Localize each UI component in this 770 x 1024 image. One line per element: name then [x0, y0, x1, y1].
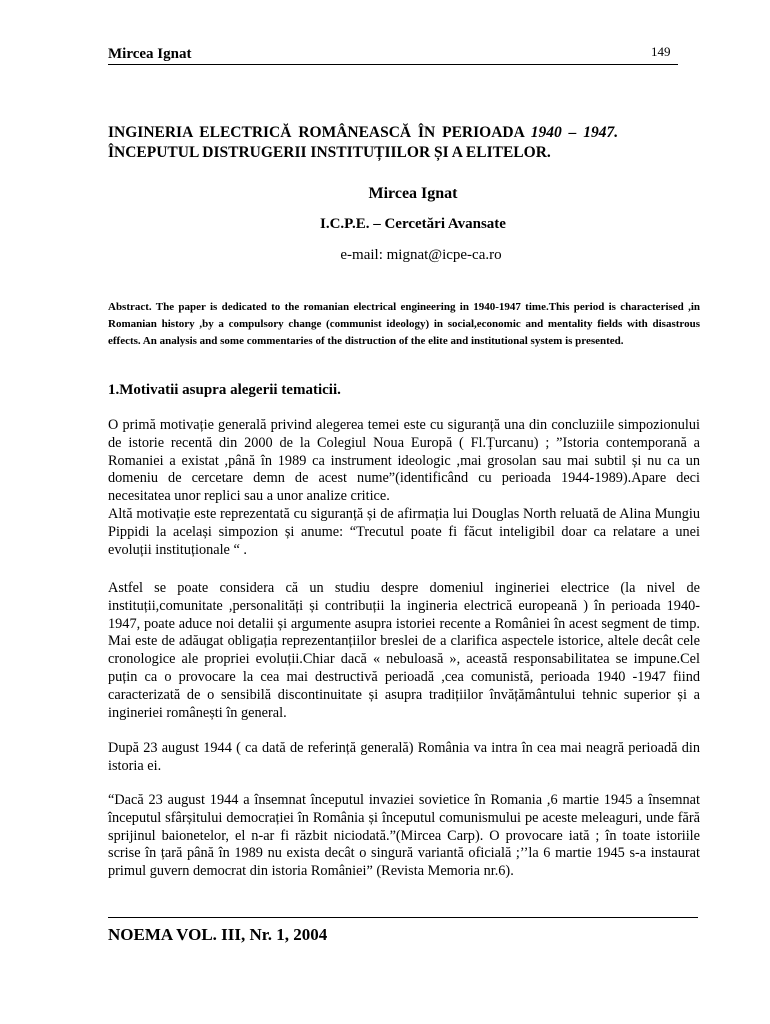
title-line-1	[108, 123, 708, 143]
footer-rule	[108, 917, 698, 918]
paper-title	[108, 123, 708, 163]
paragraph: O primă motivație generală privind alegerea temei este cu siguranță una din concluziile simpozionului de istorie recentă din 2000 de la Colegiul Noua Europă ( Fl.Țurcanu) ; ”Istoria contemporană a Romaniei a existat ,până în 1989 ca instrument ideologic ,mai grosolan sau mai subtil și nu ca un domeniu de cercetare demn de acest nume”(identificând cu perioada 1944-1989).Apare deci necesitatea unor replici sau a unor analize critice.	[108, 417, 700, 505]
author-email: e-mail: mignat@icpe-ca.ro	[340, 247, 502, 263]
paragraph: Astfel se poate considera că un studiu despre domeniul ingineriei electrice (la nivel de instituții,comunitate ,personalități și contribuții la ingineria electrică europeană ) în perioada 1940-1947, poate aduce noi detalii și argumente asupra istoriei recente a României în acest segment de timp. Mai este de adăugat obligația reprezentanțiilor breslei de a clarifica aspectele istorice, altele decât cele cronologice ale propriei evoluții.Chiar dacă « nebuloasă », această responsabilitatea se impune.Cel puțin ca o provocare la cea mai destructivă perioadă ,cea comunistă, perioada 1940 -1947 fiind caracterizată de o sensibilă discontinuitate și asupra tradițiilor învățământului tehnic superior și a ingineriei românești în general.	[108, 580, 700, 721]
title-line-2: ÎNCEPUTUL DISTRUGERII INSTITUȚIILOR ȘI A ELITELOR.	[108, 144, 551, 161]
author-affiliation: I.C.P.E. – Cercetări Avansate	[320, 216, 506, 232]
running-header-author: Mircea Ignat	[108, 46, 192, 62]
abstract: Abstract. The paper is dedicated to the romanian electrical engineering in 1940-1947 time.This period is characterised ,in Romanian history ,by a compulsory change (communist ideology) in social,economic and mentality fields with disastrous effects. An analysis and some commentaries of the distruction of the elite and institutional system is presented.	[108, 301, 700, 347]
paragraph: Altă motivație este reprezentată cu siguranță și de afirmația lui Douglas North reluată de Alina Mungiu Pippidi la același simpozion și anume: “Trecutul poate fi făcut inteligibil doar ca relatare a unei evoluții instituționale “ .	[108, 505, 700, 558]
header-rule	[108, 64, 678, 65]
paragraph-block-1	[108, 417, 700, 559]
title-line-1-text: INGINERIA ELECTRICĂ ROMÂNEASCĂ ÎN PERIOADA	[108, 124, 531, 141]
footer-journal: NOEMA VOL. III, Nr. 1, 2004	[108, 925, 328, 944]
author-name: Mircea Ignat	[368, 185, 458, 202]
page-number: 149	[651, 44, 671, 59]
paragraph: După 23 august 1944 ( ca dată de referință generală) România va intra în cea mai neagră perioadă din istoria ei.	[108, 740, 700, 774]
paragraph-quote: “Dacă 23 august 1944 a însemnat începutul invaziei sovietice în Romania ,6 martie 1945 a însemnat începutul sfârșitului democrației în România și începutul comunismului pe aceste meleaguri, unde fără sprijinul baionetelor, el n-ar fi răzbit niciodată.”(Mircea Carp). O provocare iată ; în toate istoriile scrise în țară până în 1989 nu exista decât o singură variantă oficială ;’’la 6 martie 1945 s-a instaurat primul guvern democrat din istoria României” (Revista Memoria nr.6).	[108, 792, 700, 880]
title-years: 1940 – 1947.	[530, 124, 619, 141]
section-heading: 1.Motivatii asupra alegerii tematicii.	[108, 382, 341, 398]
